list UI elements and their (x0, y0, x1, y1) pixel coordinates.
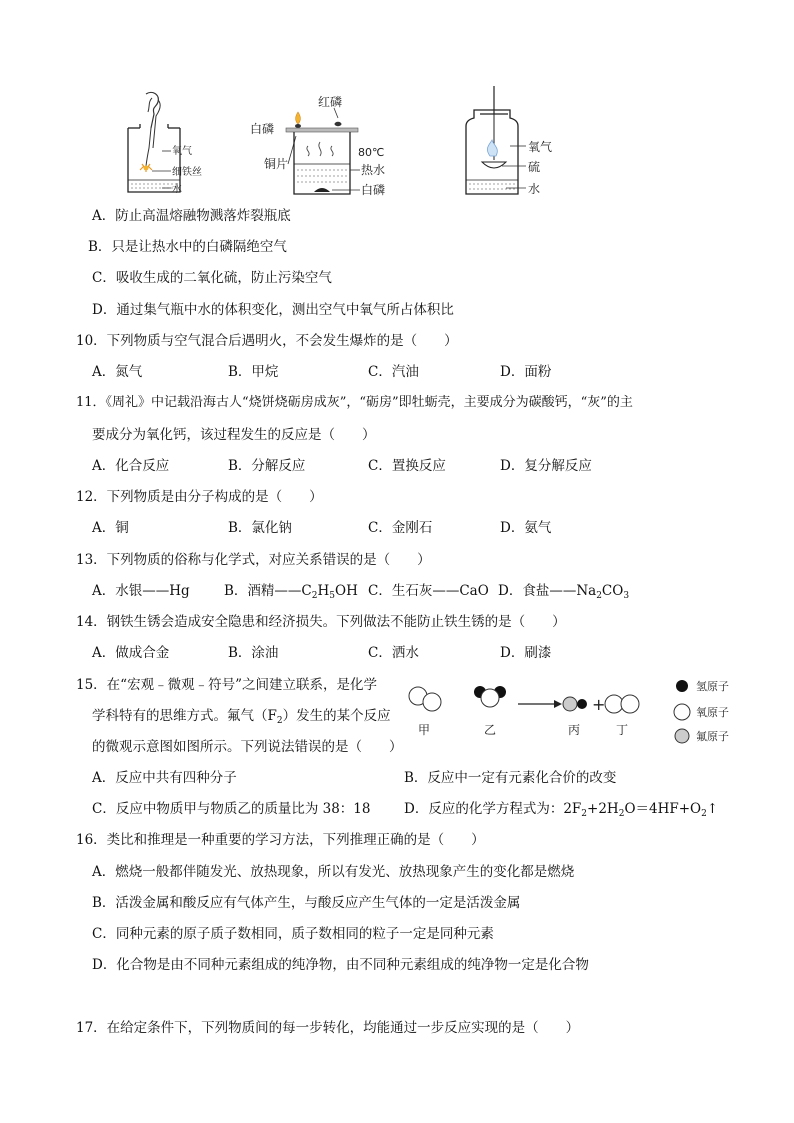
q15-stem-line1: 15．在“宏观﹣微观﹣符号”之间建立联系，是化学 (76, 677, 377, 693)
q15-option-d[interactable] (404, 800, 718, 823)
fig2-temp-label: 80℃ (358, 146, 385, 159)
q16-option-a[interactable]: A．燃烧一般都伴随发光、放热现象，所以有发光、放热现象产生的变化都是燃烧 (92, 864, 575, 880)
fig3-oxygen-label: 氧气 (528, 140, 553, 154)
q10-option-c[interactable]: C．汽油 (368, 364, 419, 380)
q14-option-b[interactable]: B．涂油 (228, 645, 279, 661)
q15-label-yi: 乙 (484, 723, 497, 737)
q14-option-c[interactable]: C．洒水 (368, 645, 419, 661)
q11-stem-line1: 11．《周礼》中记载沿海古人“烧饼烧砺房成灰”，“砺房”即牡蛎壳，主要成分为碳酸钙，“灰”的主 (76, 395, 633, 410)
q11-option-a[interactable]: A．化合反应 (92, 458, 170, 474)
q15-stem-line2 (92, 707, 391, 730)
q15-option-a[interactable]: A．反应中共有四种分子 (92, 770, 237, 786)
fig2-white-p-bottom-label: 白磷 (361, 183, 386, 197)
fig1-oxygen-label: 氧气 (172, 146, 192, 157)
q15-d-sub2: 2 (618, 809, 625, 819)
q16-option-b[interactable]: B．活泼金属和酸反应有气体产生，与酸反应产生气体的一定是活泼金属 (92, 895, 521, 911)
q17-stem: 17．在给定条件下，下列物质间的每一步转化，均能通过一步反应实现的是（ ） (76, 1020, 580, 1036)
q15-legend-f: 氟原子 (696, 730, 729, 743)
q11-option-b[interactable]: B．分解反应 (228, 458, 306, 474)
q9-option-d[interactable]: D．通过集气瓶中水的体积变化，测出空气中氧气所占体积比 (92, 302, 454, 318)
q15-legend-h: 氢原子 (696, 680, 729, 693)
q13-b-pre: B．酒精——C (224, 583, 312, 599)
q10-option-a[interactable]: A．氮气 (92, 364, 143, 380)
q15-option-c[interactable]: C．反应中物质甲与物质乙的质量比为 38：18 (92, 801, 371, 817)
q11-option-d[interactable]: D．复分解反应 (500, 458, 592, 474)
q10-option-d[interactable]: D．面粉 (500, 364, 552, 380)
q13-b-sub2: 5 (329, 591, 335, 601)
q15-d-sub1: 2 (581, 809, 588, 819)
q16-stem: 16．类比和推理是一种重要的学习方法，下列推理正确的是（ ） (76, 832, 485, 848)
q10-option-b[interactable]: B．甲烷 (228, 364, 279, 380)
q14-stem: 14．钢铁生锈会造成安全隐患和经济损失。下列做法不能防止铁生锈的是（ ） (76, 614, 566, 630)
q15-option-b[interactable]: B．反应中一定有元素化合价的改变 (404, 770, 617, 786)
q15-stem-line3: 的微观示意图如图所示。下列说法错误的是（ ） (92, 739, 403, 755)
fig1-wire-label: 细铁丝 (172, 167, 202, 178)
q15-d-post: ↑ (706, 801, 719, 817)
q15-label-jia: 甲 (418, 723, 431, 737)
q12-stem: 12．下列物质是由分子构成的是（ ） (76, 489, 323, 505)
q15-reaction-diagram (404, 672, 744, 752)
figure-iron-wire-combustion (118, 88, 230, 200)
q15-d-mid2: O＝4HF+O (624, 801, 702, 817)
fig3-water-label: 水 (528, 182, 541, 196)
fig2-white-p-top-label: 白磷 (250, 122, 275, 136)
q10-stem: 10．下列物质与空气混合后遇明火，不会发生爆炸的是（ ） (76, 333, 458, 349)
q15-stem2-post: ）发生的某个反应 (282, 708, 391, 724)
q15-plus: + (592, 695, 606, 714)
q9-option-b[interactable]: B．只是让热水中的白磷隔绝空气 (88, 239, 287, 255)
q14-option-a[interactable]: A．做成合金 (92, 645, 170, 661)
fig2-hot-water-label: 热水 (361, 163, 386, 177)
q13-option-b[interactable] (224, 582, 358, 605)
q13-b-post: OH (335, 583, 358, 599)
q13-d-sub1: 2 (596, 591, 602, 601)
fig3-sulfur-label: 硫 (528, 160, 541, 174)
q15-label-ding: 丁 (616, 723, 629, 737)
q12-option-d[interactable]: D．氨气 (500, 520, 552, 536)
q13-option-d[interactable] (498, 582, 629, 605)
q16-option-c[interactable]: C．同种元素的原子质子数相同，质子数相同的粒子一定是同种元素 (92, 926, 494, 942)
q13-option-a[interactable]: A．水银——Hg (92, 583, 190, 599)
q15-d-pre: D．反应的化学方程式为：2F (404, 801, 582, 817)
q9-option-c[interactable]: C．吸收生成的二氧化硫，防止污染空气 (92, 270, 332, 286)
q15-legend-o: 氧原子 (696, 706, 729, 719)
q13-b-sub1: 2 (311, 591, 318, 601)
q11-option-c[interactable]: C．置换反应 (368, 458, 446, 474)
q14-option-d[interactable]: D．刷漆 (500, 645, 552, 661)
fig2-red-p-label: 红磷 (318, 95, 343, 109)
q15-stem2-sub: 2 (276, 716, 283, 726)
q15-label-bing: 丙 (568, 723, 581, 737)
q13-d-sub2: 3 (623, 591, 630, 601)
q13-d-mid: CO (601, 583, 624, 599)
q11-stem-line2: 要成分为氧化钙，该过程发生的反应是（ ） (92, 427, 376, 443)
q15-d-sub3: 2 (701, 809, 707, 819)
q13-stem: 13．下列物质的俗称与化学式，对应关系错误的是（ ） (76, 552, 431, 568)
q12-option-b[interactable]: B．氯化钠 (228, 520, 292, 536)
q16-option-d[interactable]: D．化合物是由不同种元素组成的纯净物，由不同种元素组成的纯净物一定是化合物 (92, 957, 589, 973)
q9-option-a[interactable]: A．防止高温熔融物溅落炸裂瓶底 (92, 208, 291, 224)
figure-phosphorus-hot-water (246, 90, 396, 202)
fig1-water-label: 水 (172, 184, 182, 195)
q13-option-c[interactable]: C．生石灰——CaO (368, 583, 489, 599)
q13-b-mid: H (317, 583, 330, 599)
q15-d-mid1: +2H (587, 801, 619, 817)
q15-stem2-pre: 学科特有的思维方式。氟气（F (92, 708, 277, 724)
q12-option-c[interactable]: C．金刚石 (368, 520, 433, 536)
q13-d-pre: D．食盐——Na (498, 583, 597, 599)
q12-option-a[interactable]: A．铜 (92, 520, 129, 536)
fig2-copper-label: 铜片 (264, 157, 289, 171)
figure-sulfur-combustion (458, 84, 562, 202)
